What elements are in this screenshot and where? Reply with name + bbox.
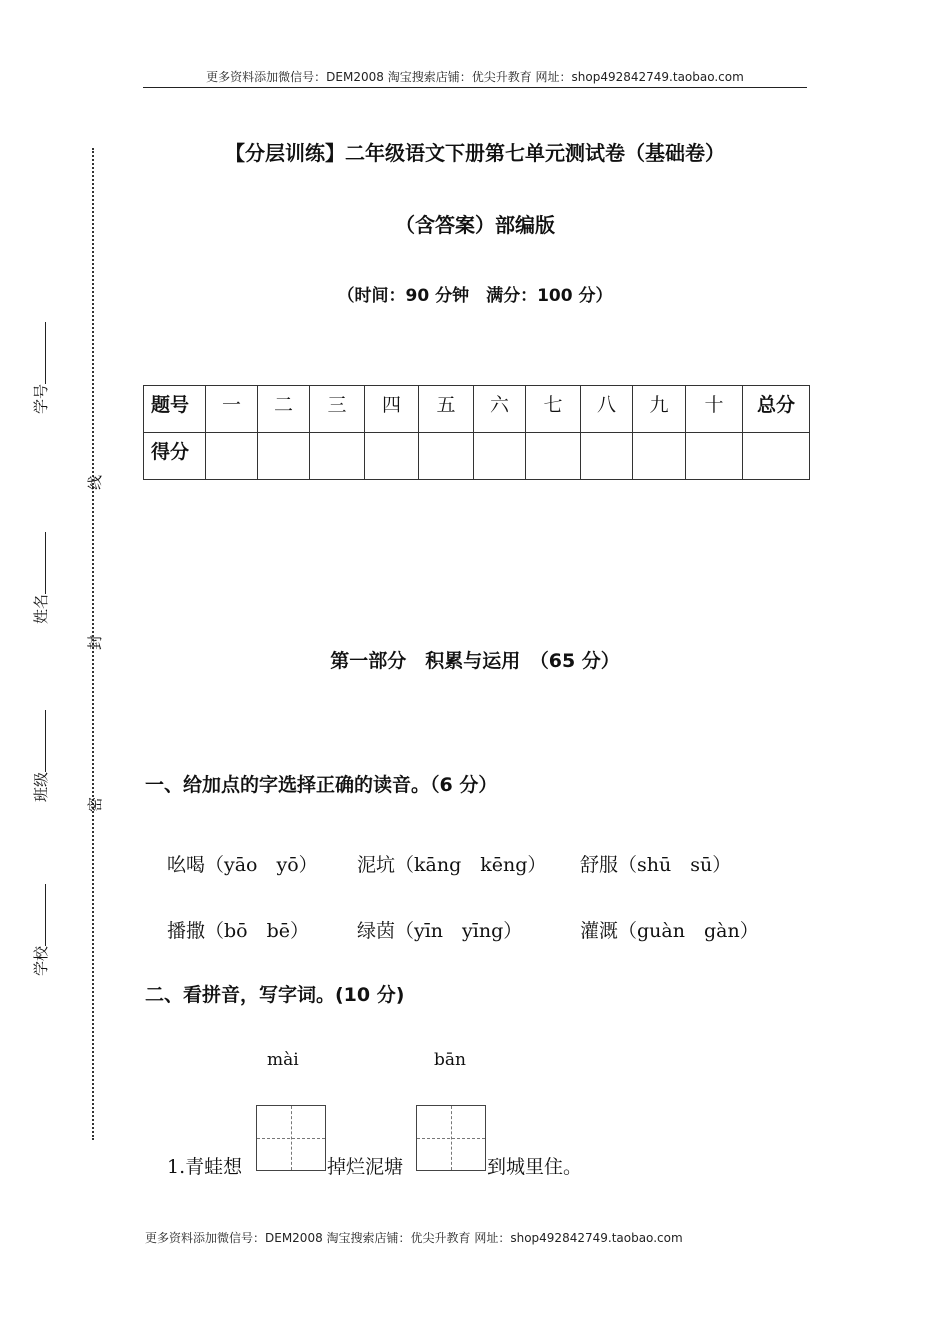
writing-grid-box[interactable]	[416, 1105, 486, 1171]
seal-char-feng: 封	[86, 634, 104, 650]
page-footer: 更多资料添加微信号：DEM2008 淘宝搜索店铺：优尖升教育 网址：shop492842749.taobao.com	[145, 1231, 683, 1245]
sentence-part: 到城里住。	[487, 1156, 583, 1178]
q1-item: 舒服（shū sū）	[580, 854, 732, 876]
score-entry-cell[interactable]	[258, 433, 310, 480]
binding-label-class: 班级	[30, 710, 51, 802]
binding-label-student-id: 学号	[30, 322, 51, 414]
table-cell: 三	[310, 386, 365, 433]
q1-item: 吆喝（yāo yō）	[167, 854, 318, 876]
table-cell: 总分	[743, 386, 810, 433]
score-entry-cell[interactable]	[686, 433, 743, 480]
table-cell: 一	[206, 386, 258, 433]
sentence-part: 掉烂泥塘	[327, 1156, 404, 1178]
score-entry-cell[interactable]	[206, 433, 258, 480]
q1-item: 绿茵（yīn yīng）	[357, 920, 523, 942]
score-entry-cell[interactable]	[526, 433, 581, 480]
table-cell: 十	[686, 386, 743, 433]
table-cell: 八	[581, 386, 633, 433]
section-title: 第一部分 积累与运用 （65 分）	[330, 650, 620, 672]
exam-title: 【分层训练】二年级语文下册第七单元测试卷（基础卷）	[225, 141, 725, 165]
score-entry-cell[interactable]	[310, 433, 365, 480]
q1-item: 灌溉（guàn gàn）	[580, 920, 759, 942]
binding-label-name: 姓名	[30, 532, 51, 624]
q1-item: 泥坑（kāng kēng）	[357, 854, 547, 876]
table-cell: 二	[258, 386, 310, 433]
exam-subtitle: （含答案）部编版	[395, 213, 555, 237]
sentence-part: 1.青蛙想	[167, 1156, 243, 1178]
table-cell: 题号	[144, 386, 206, 433]
table-cell: 九	[633, 386, 686, 433]
pinyin-hint: bān	[434, 1050, 466, 1070]
table-cell: 四	[365, 386, 419, 433]
score-entry-cell[interactable]	[419, 433, 474, 480]
binding-label-school: 学校	[30, 884, 51, 976]
score-entry-cell[interactable]	[365, 433, 419, 480]
exam-time-score: （时间：90 分钟 满分：100 分）	[337, 286, 613, 306]
page-header: 更多资料添加微信号：DEM2008 淘宝搜索店铺：优尖升教育 网址：shop492842749.taobao.com	[206, 70, 744, 84]
question-2-title: 二、看拼音，写字词。(10 分)	[145, 984, 405, 1006]
seal-char-xian: 线	[86, 474, 104, 490]
table-cell: 七	[526, 386, 581, 433]
score-table	[143, 385, 810, 480]
score-entry-cell[interactable]	[633, 433, 686, 480]
writing-grid-box[interactable]	[256, 1105, 326, 1171]
score-entry-cell[interactable]	[581, 433, 633, 480]
pinyin-hint: mài	[267, 1050, 299, 1070]
seal-char-mi: 密	[86, 796, 104, 812]
table-cell: 五	[419, 386, 474, 433]
table-cell: 得分	[144, 433, 206, 480]
score-entry-cell[interactable]	[743, 433, 810, 480]
question-1-title: 一、给加点的字选择正确的读音。（6 分）	[145, 774, 498, 796]
score-entry-cell[interactable]	[474, 433, 526, 480]
score-table-score-row	[144, 433, 810, 480]
score-table-header-row	[144, 386, 810, 433]
table-cell: 六	[474, 386, 526, 433]
header-divider	[143, 87, 807, 88]
q1-item: 播撒（bō bē）	[167, 920, 310, 942]
